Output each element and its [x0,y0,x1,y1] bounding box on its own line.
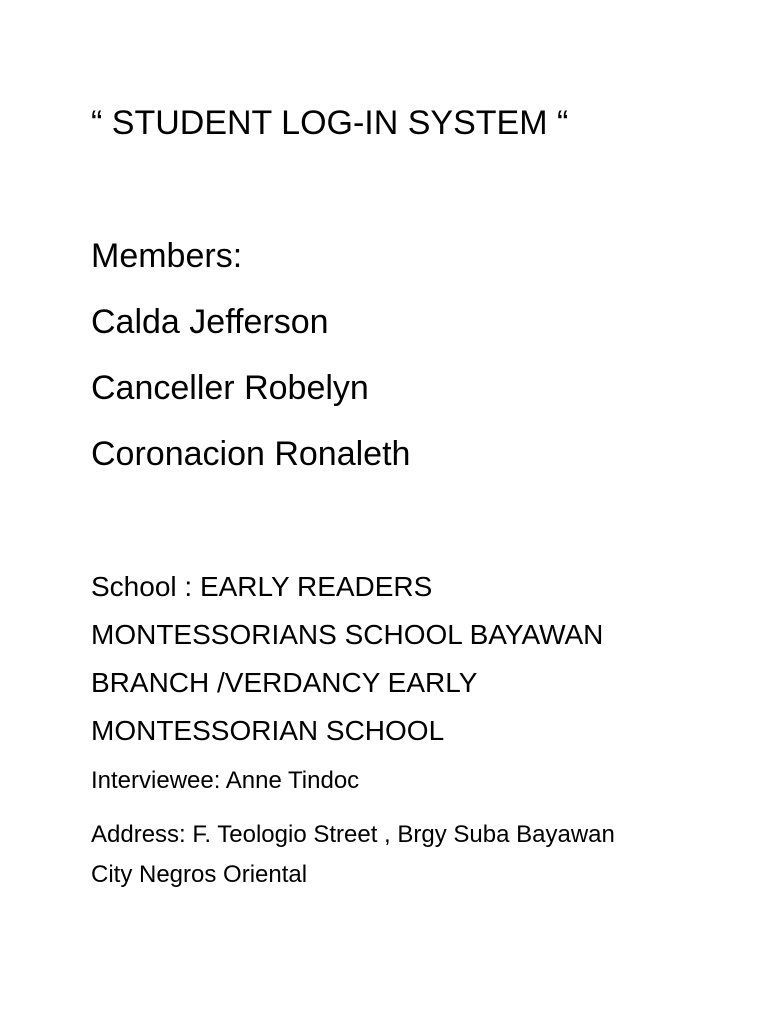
member-name: Calda Jefferson [91,303,329,341]
document-title: “ STUDENT LOG-IN SYSTEM “ [91,104,569,142]
address-line: Address: F. Teologio Street , Brgy Suba Bayawan [91,821,615,848]
member-name: Coronacion Ronaleth [91,435,411,473]
member-name: Canceller Robelyn [91,369,369,407]
school-line: BRANCH /VERDANCY EARLY [91,667,478,698]
address-info [91,815,711,895]
address-line: City Negros Oriental [91,861,308,888]
school-line: MONTESSORIANS SCHOOL BAYAWAN [91,619,604,650]
interviewee-info: Interviewee: Anne Tindoc [91,767,360,794]
school-info [91,563,691,755]
school-line: School : EARLY READERS [91,571,433,602]
school-line: MONTESSORIAN SCHOOL [91,715,445,746]
members-heading: Members: [91,237,243,275]
